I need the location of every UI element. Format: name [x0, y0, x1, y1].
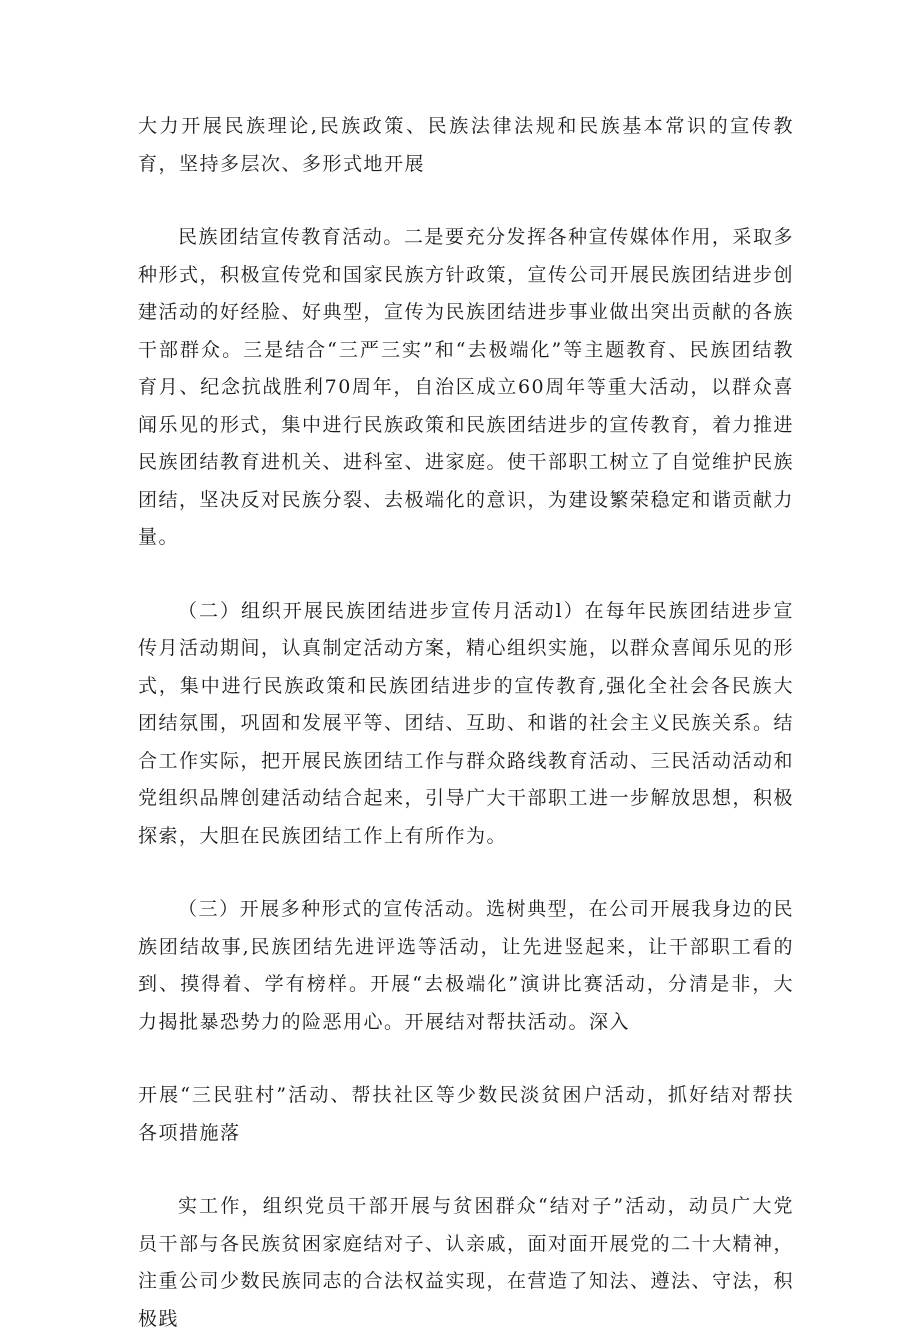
- document-page: [138, 108, 794, 1338]
- paragraph-2: 民族团结宣传教育活动。二是要充分发挥各种宣传媒体作用，采取多种形式，积极宣传党和国家民族方针政策，宣传公司开展民族团结进步创建活动的好经脸、好典型，宣传为民族团结进步事业做出突出贡献的各族干部群众。三是结合“三严三实”和“去极端化”等主题教育、民族团结教育月、纪念抗战胜利70周年，自治区成立60周年等重大活动，以群众喜闻乐见的形式，集中进行民族政策和民族团结进步的宣传教育，着力推进民族团结教育进机关、进科室、进家庭。使干部职工树立了自觉维护民族团结，坚决反对民族分裂、去极端化的意识，为建设繁荣稳定和谐贡献力量。: [138, 226, 795, 548]
- paragraph-6: 实工作，组织党员干部开展与贫困群众“结对子”活动，动员广大党员干部与各民族贫困家庭结对子、认亲戚，面对面开展党的二十大精神，注重公司少数民族同志的合法权益实现，在营造了知法、遵法、守法，积极践: [138, 1195, 795, 1330]
- paragraph-4: （三）开展多种形式的宣传活动。选树典型，在公司开展我身边的民族团结故事,民族团结先进评选等活动，让先进竖起来，让干部职工看的到、摸得着、学有榜样。开展“去极端化”演讲比赛活动，分清是非，大力揭批暴恐势力的险恶用心。开展结对帮扶活动。深入: [138, 898, 794, 1033]
- paragraph-1: 大力开展民族理论,民族政策、民族法律法规和民族基本常识的宣传教育，坚持多层次、多形式地开展: [138, 115, 794, 175]
- paragraph-5: 开展“三民驻村”活动、帮扶社区等少数民淡贫困户活动，抓好结对帮扶各项措施落: [138, 1084, 794, 1144]
- paragraph-3: （二）组织开展民族团结进步宣传月活动l）在每年民族团结进步宣传月活动期间，认真制定活动方案，精心组织实施，以群众喜闻乐见的形式，集中进行民族政策和民族团结进步的宣传教育,强化全社会各民族大团结氛围，巩固和发展平等、团结、互助、和谐的社会主义民族关系。结合工作实际，把开展民族团结工作与群众路线教育活动、三民活动活动和党组织品牌创建活动结合起来，引导广大干部职工进一步解放思想，积极探索，大胆在民族团结工作上有所作为。: [138, 599, 795, 847]
